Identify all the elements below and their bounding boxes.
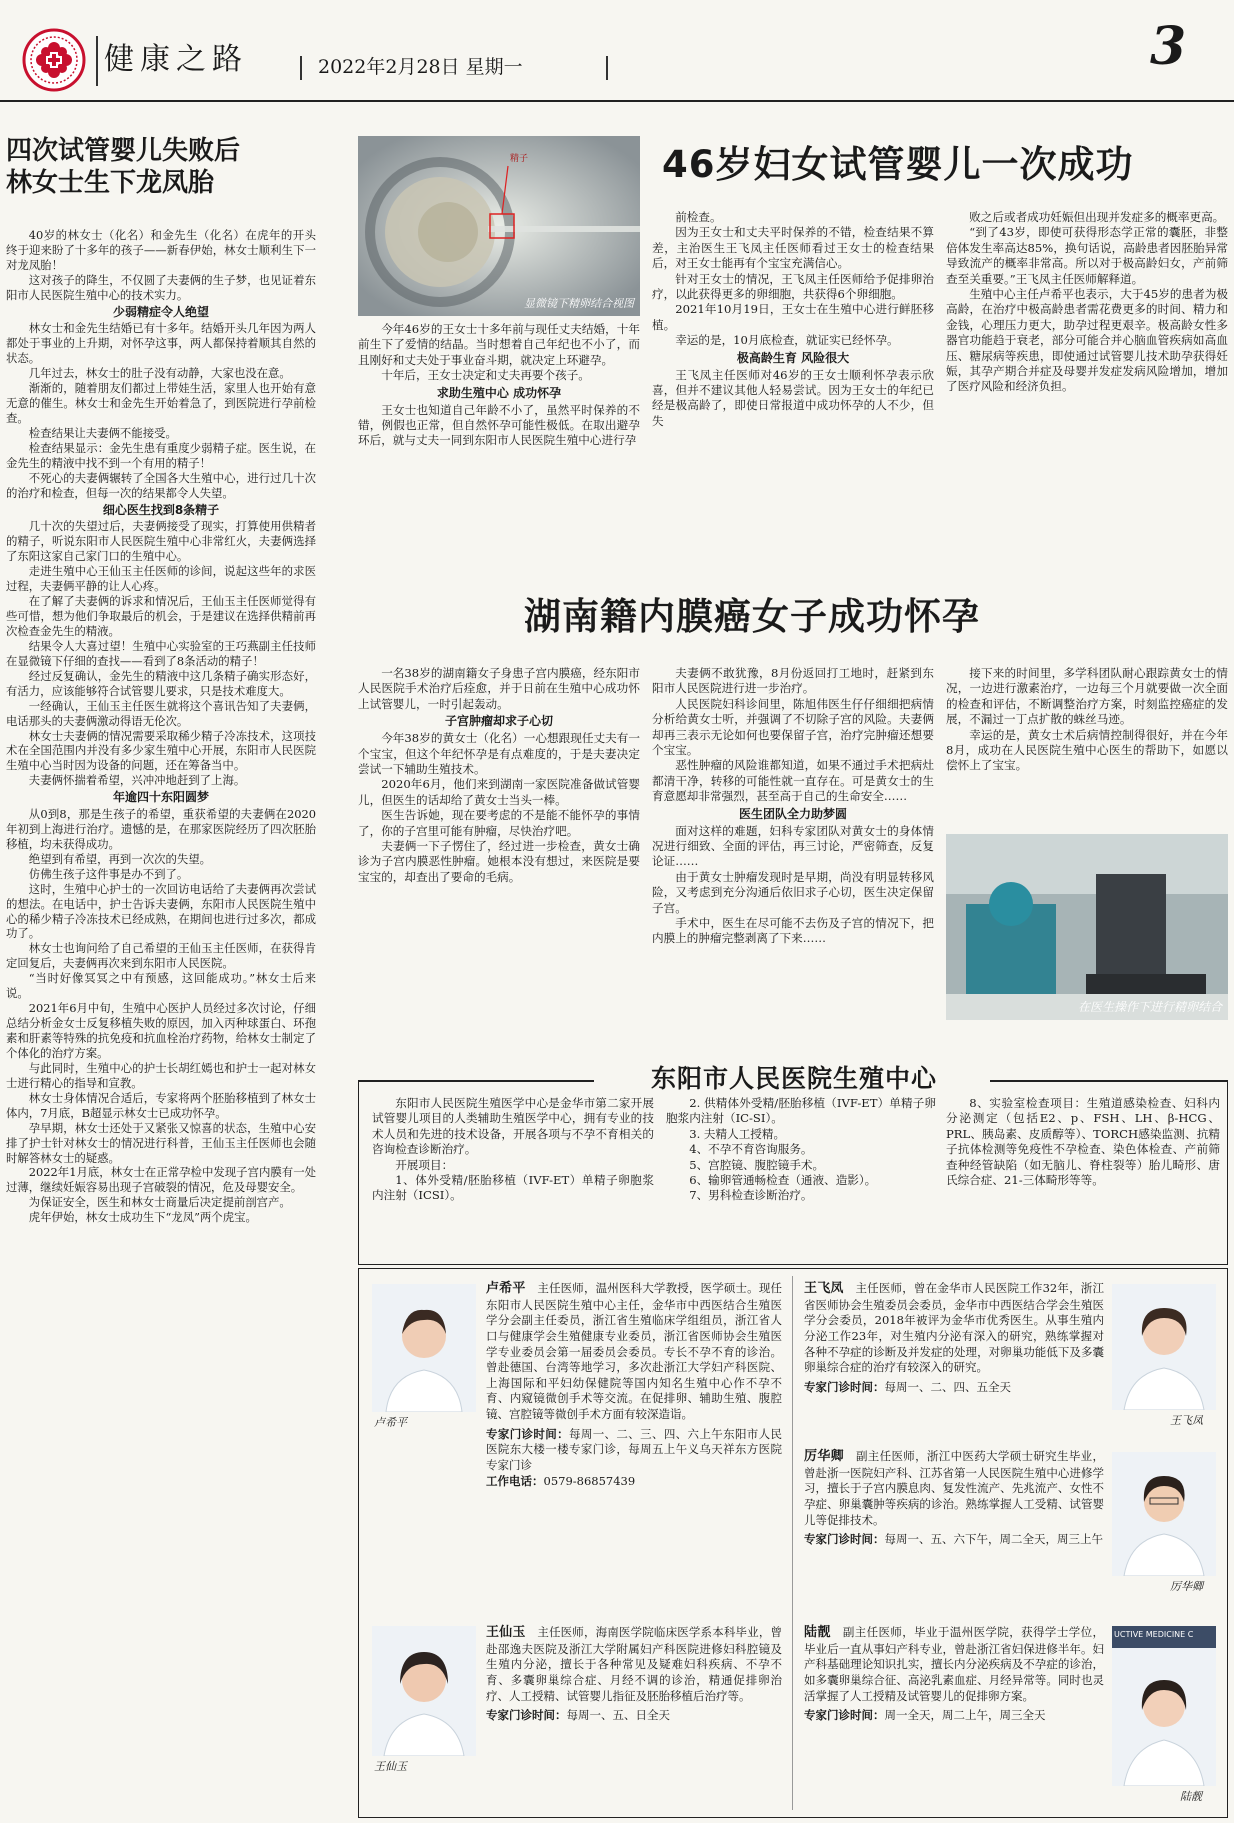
subheading: 细心医生找到8条精子 bbox=[102, 502, 220, 517]
paragraph: 林女士和金先生结婚已有十多年。结婚开头几年因为两人都处于事业的上升期，对怀孕这事，两人都保持着顺其自然的状态。 bbox=[6, 321, 316, 366]
section-title: 健康之路 bbox=[104, 42, 248, 77]
paragraph: 从0到8，那是生孩子的希望，重获希望的夫妻俩在2020年初到上海进行治疗。遗憾的是，在那家医院经历了四次胚胎移植，均未获得成功。 bbox=[6, 806, 316, 851]
paragraph: 这对孩子的降生，不仅圆了夫妻俩的生子梦，也见证着东阳市人民医院生殖中心的技术实力。 bbox=[6, 272, 316, 302]
paragraph: 绝望到有希望，再到一次次的失望。 bbox=[28, 851, 212, 866]
doctor-profile-lu-liang bbox=[804, 1624, 1104, 1724]
hours-label: 专家门诊时间： bbox=[804, 1532, 885, 1547]
story-title-line-2: 林女士生下龙凤胎 bbox=[6, 167, 215, 198]
clinic-item: 2. 供精体外受精/胚胎移植（IVF-ET）单精子卵胞浆内注射（IC-SI）。 bbox=[666, 1096, 936, 1126]
paragraph: 前检查。 bbox=[675, 210, 722, 224]
paragraph: 与此同时，生殖中心的护士长胡红嫣也和护士一起对林女士进行精心的指导和宣教。 bbox=[6, 1060, 316, 1090]
clinic-item: 7、男科检查诊断治疗。 bbox=[689, 1188, 813, 1203]
portrait-caption: 卢希平 bbox=[374, 1416, 407, 1429]
story-title-46: 46岁妇女试管婴儿一次成功 bbox=[662, 143, 1134, 186]
doctor-name: 王飞凤 bbox=[804, 1281, 844, 1296]
clinic-item: 4、不孕不育咨询服务。 bbox=[689, 1142, 813, 1157]
paragraph: 走进生殖中心王仙玉主任医师的诊间，说起这些年的求医过程，夫妻俩平静的让人心疼。 bbox=[6, 564, 316, 594]
paragraph: 一名38岁的湖南籍女子身患子宫内膜癌，经东阳市人民医院手术治疗后痊愈，并于日前在生殖中心成功怀上试管婴儿，一时引起轰动。 bbox=[358, 666, 640, 711]
subheading: 年逾四十东阳圆梦 bbox=[112, 790, 209, 805]
paragraph: 因为王女士和丈夫平时保养的不错，检查结果不算差，主治医生王飞凤主任医师看过王女士的检查结果后，对王女士能再有个宝宝充满信心。 bbox=[652, 225, 934, 271]
portrait-lu-xiping bbox=[372, 1284, 476, 1412]
paragraph: 幸运的是，10月底检查，就证实已经怀孕。 bbox=[675, 333, 899, 348]
paragraph: 2022年1月底，林女士在正常孕检中发现子宫内膜有一处过薄，继续妊娠容易出现子宫破裂的情况，危及母婴安全。 bbox=[6, 1165, 316, 1195]
portrait-caption: 厉华卿 bbox=[1170, 1580, 1203, 1593]
clinic-item: 6、输卵管通畅检查（通液、造影）。 bbox=[689, 1173, 877, 1188]
clinic-intro-column bbox=[372, 1096, 654, 1258]
portrait-caption: 王飞凤 bbox=[1170, 1414, 1203, 1427]
paragraph: 一经确认，王仙玉主任医生就将这个喜讯告知了夫妻俩，电话那头的夫妻俩激动得语无伦次。 bbox=[6, 698, 316, 728]
masthead-bar bbox=[300, 56, 302, 80]
masthead-bar-2 bbox=[606, 56, 608, 80]
page-number: 3 bbox=[1150, 16, 1187, 77]
photo-label-sperm: 精子 bbox=[510, 154, 529, 164]
paragraph: “当时好像冥冥之中有预感，这回能成功。”林女士后来说。 bbox=[6, 971, 316, 1001]
masthead-divider bbox=[96, 36, 98, 86]
clinic-item: 3. 夫精人工授精。 bbox=[689, 1126, 786, 1141]
hunan-column-1 bbox=[358, 666, 640, 1016]
paragraph: “到了43岁，即使可获得形态学正常的囊胚，非整倍体发生率高达85%，换句话说，高龄患者因胚胎异常导致流产的概率非常高。所以对于极高龄妇女，产前筛查至关重要。”王飞凤主任医师解释道。 bbox=[946, 225, 1228, 286]
doctors-divider bbox=[792, 1276, 793, 1810]
doctor-bio: 主任医师，温州医科大学教授，医学硕士。现任东阳市人民医院生殖中心主任，金华市中西医结合生殖医学分会副主任委员，浙江省生殖临床学组组员，浙江省人口与健康学会生殖健康专业委员，浙江省医师协会生殖医学专业委员会第一届委员会委员。专长不孕不育的诊治。曾赴德国、台湾等地学习，多次赴浙江大学妇产科医院、上海国际和平妇幼保健院等国内知名生殖中心作不孕不育、内窥镜微创手术等交流。在促排卵、辅助生殖、腹腔镜、宫腔镜等微创手术方面有较深造诣。 bbox=[486, 1281, 783, 1422]
story-46-column-1 bbox=[358, 322, 640, 532]
paragraph: 败之后或者成功妊娠但出现并发症多的概率更高。 bbox=[969, 210, 1225, 224]
paragraph: 林女士也询问给了自己希望的王仙玉主任医师，在获得肯定回复后，夫妻俩再次来到东阳市人民医院。 bbox=[6, 941, 316, 971]
wall-sign: UCTIVE MEDICINE C bbox=[1114, 1630, 1194, 1639]
paragraph: 检查结果显示：金先生患有重度少弱精子症。医生说，在金先生的精液中找不到一个有用的精子！ bbox=[6, 440, 316, 470]
doctor-bio: 副主任医师，毕业于温州医学院，获得学士学位，毕业后一直从事妇产科专业，曾赴浙江省妇保进修半年。妇产科基础理论知识扎实，擅长内分泌疾病及不孕症的诊治，如多囊卵巢综合征、高泌乳素血症、月经异常等。同时也灵活掌握了人工授精及试管婴儿的促排卵方案。 bbox=[804, 1625, 1104, 1703]
doctor-profile-wang-feifeng bbox=[804, 1280, 1104, 1395]
photo-caption: 显微镜下精卵结合视图 bbox=[524, 297, 634, 311]
paragraph: 人民医院妇科诊间里，陈旭伟医生仔仔细细把病情分析给黄女士听，并强调了不切除子宫的风险。夫妻俩却再三表示无论如何也要保留子宫，治疗完肿瘤还想要个宝宝。 bbox=[652, 696, 934, 758]
clinic-item: 1、体外受精/胚胎移植（IVF-ET）单精子卵胞浆内注射（ICSI）。 bbox=[372, 1173, 654, 1203]
lab-photo bbox=[946, 834, 1228, 1020]
subheading: 子宫肿瘤却求子心切 bbox=[444, 714, 553, 729]
subheading: 医生团队全力助梦圆 bbox=[738, 806, 847, 821]
doctor-name: 卢希平 bbox=[486, 1281, 526, 1296]
clinic-hours: 每周一、二、四、五全天 bbox=[884, 1379, 1011, 1394]
story-title-hunan: 湖南籍内膜癌女子成功怀孕 bbox=[524, 595, 980, 638]
paragraph: 虎年伊始，林女士成功生下“龙凤”两个虎宝。 bbox=[28, 1210, 257, 1225]
paragraph: 林女士夫妻俩的情况需要采取稀少精子冷冻技术，这项技术在全国范围内并没有多少家生殖中心开展，东阳市人民医院生殖中心当时因为设备的问题，还在筹备当中。 bbox=[6, 728, 316, 773]
paragraph: 手术中，医生在尽可能不去伤及子宫的情况下，把内膜上的肿瘤完整剥离了下来…… bbox=[652, 916, 934, 946]
hours-label: 专家门诊时间： bbox=[804, 1379, 885, 1394]
hunan-column-2 bbox=[652, 666, 934, 1016]
paragraph: 这时，生殖中心护士的一次回访电话给了夫妻俩再次尝试的想法。在电话中，护士告诉夫妻俩，东阳市人民医院生殖中心的稀少精子冷冻技术已经成熟，在期间也进行过多次，都成功了。 bbox=[6, 881, 316, 941]
clinic-lab-column bbox=[946, 1096, 1220, 1258]
masthead bbox=[0, 0, 1234, 110]
hunan-column-3 bbox=[946, 666, 1228, 836]
doctor-name: 厉华卿 bbox=[804, 1449, 844, 1464]
doctor-bio: 副主任医师，浙江中医药大学硕士研究生毕业，曾赴浙一医院妇产科、江苏省第一人民医院生殖中心进修学习，擅长于子宫内膜息肉、复发性流产、先兆流产、女性不孕症、卵巢囊肿等疾病的诊治。熟练掌握人工受精、试管婴儿等促排技术。 bbox=[804, 1449, 1104, 1527]
paragraph: 仿佛生孩子这件事是办不到了。 bbox=[28, 866, 189, 881]
paragraph: 幸运的是，黄女士术后病情控制得很好，并在今年8月，成功在人民医院生殖中心医生的帮助下，如愿以偿怀上了宝宝。 bbox=[946, 727, 1228, 773]
portrait-caption: 陆靓 bbox=[1180, 1790, 1202, 1803]
hospital-logo bbox=[22, 28, 86, 92]
paragraph: 今年38岁的黄女士（化名）一心想跟现任丈夫有一个宝宝，但这个年纪怀孕是有点难度的，于是夫妻决定尝试一下辅助生殖技术。 bbox=[358, 731, 640, 776]
story-46-column-3 bbox=[946, 210, 1228, 532]
paragraph: 孕早期，林女士还处于又紧张又惊喜的状态，生殖中心安排了护士针对林女士的情况进行科普，王仙玉主任医师也会随时解答林女士的疑惑。 bbox=[6, 1120, 316, 1165]
paragraph: 2021年10月19日，王女士在生殖中心进行鲜胚移植。 bbox=[652, 302, 934, 332]
paragraph: 王女士也知道自己年龄不小了，虽然平时保养的不错，例假也正常，但自然怀孕可能性极低。在取出避孕环后，就与丈夫一同到东阳市人民医院生殖中心进行孕 bbox=[358, 402, 640, 448]
paragraph: 今年46岁的王女士十多年前与现任丈夫结婚，十年前生下了爱情的结晶。当时想着自己年纪也不小了，而且刚好和丈夫处于事业奋斗期，就决定上环避孕。 bbox=[358, 322, 640, 367]
subheading: 少弱精症令人绝望 bbox=[112, 304, 209, 319]
hours-label: 专家门诊时间： bbox=[804, 1708, 885, 1723]
paragraph: 为保证安全，医生和林女士商量后决定提前剖宫产。 bbox=[28, 1195, 291, 1210]
clinic-hours: 周一全天，周二上午，周三全天 bbox=[884, 1708, 1046, 1723]
portrait-wang-xianyu bbox=[372, 1626, 476, 1756]
doctor-profile-wang-xianyu bbox=[486, 1624, 782, 1724]
clinic-intro: 东阳市人民医院生殖医学中心是金华市第二家开展试管婴儿项目的人类辅助生殖医学中心，拥有专业的技术人员和先进的技术设备，开展各项与不孕不育相关的咨询检查诊断治疗。 bbox=[372, 1096, 654, 1157]
paragraph: 40岁的林女士（化名）和金先生（化名）在虎年的开头终于迎来盼了十多年的孩子——新春伊始，林女士顺利生下一对龙凤胎！ bbox=[6, 228, 316, 272]
portrait-wang-feifeng bbox=[1112, 1284, 1216, 1410]
paragraph: 恶性肿瘤的风险谁都知道，如果不通过手术把病灶都清干净，转移的可能性就一直存在。可是黄女士的生育意愿却非常强烈，甚至高于自己的生命安全…… bbox=[652, 758, 934, 804]
clinic-item: 5、宫腔镜、腹腔镜手术。 bbox=[689, 1157, 825, 1172]
paragraph: 2020年6月，他们来到湖南一家医院准备做试管婴儿，但医生的话却给了黄女士当头一棒。 bbox=[358, 777, 640, 807]
doctor-profile-li-huaqing bbox=[804, 1448, 1104, 1548]
paragraph: 夫妻俩一下子愣住了，经过进一步检查，黄女士确诊为子宫内膜恶性肿瘤。她根本没有想过，来医院是要宝宝的，却查出了要命的毛病。 bbox=[358, 839, 640, 884]
paragraph: 由于黄女士肿瘤发现时是早期，尚没有明显转移风险，又考虑到充分沟通后依旧求子心切，医生决定保留子宫。 bbox=[652, 869, 934, 915]
story-title-line-1: 四次试管婴儿失败后 bbox=[6, 136, 241, 166]
clinic-hours: 每周一、五、六下午，周二全天，周三上午 bbox=[884, 1532, 1103, 1547]
doctor-name: 陆靓 bbox=[804, 1625, 831, 1640]
clinic-hours: 每周一、五、日全天 bbox=[566, 1708, 670, 1723]
portrait-li-huaqing bbox=[1112, 1452, 1216, 1576]
paragraph: 林女士身体情况合适后，专家将两个胚胎移植到了林女士体内，7月底，B超显示林女士已成功怀孕。 bbox=[6, 1090, 316, 1120]
clinic-hours: 每周一、二、三、四、六上午东阳市人民医院东大楼一楼专家门诊，每周五上午义乌天祥东方医院专家门诊 bbox=[486, 1426, 783, 1472]
issue-date: 2022年2月28日 星期一 bbox=[318, 56, 523, 78]
paragraph: 2021年6月中旬，生殖中心医护人员经过多次讨论，仔细总结分析金女士反复移植失败的原因，加入丙种球蛋白、环孢素和肝素等特殊的抗免疫和抗血栓治疗药物，给林女士制定了个体化的治疗方案。 bbox=[6, 1001, 316, 1060]
doctor-bio: 主任医师，海南医学院临床医学系本科毕业，曾赴邵逸夫医院及浙江大学附属妇产科医院进修妇科腔镜及生殖内分泌，擅长于各种常见及疑难妇科疾病、不孕不育、多囊卵巢综合症、月经不调的诊治，精通促排卵治疗、人工授精、试管婴儿指征及胚胎移植后治疗等。 bbox=[486, 1625, 783, 1703]
clinic-item: 8、实验室检查项目：生殖道感染检查、妇科内分泌测定（包括E2、p、FSH、LH、β-HCG、PRL、胰岛素、皮质醇等）、TORCH感染监测、抗精子抗体检测等免疫性不孕检查、染色体检查、产前筛查种经管缺陷（如无脑儿、脊柱裂等）胎儿畸形、唐氏综合症、21-三体畸形等等。 bbox=[946, 1096, 1220, 1188]
microscope-photo bbox=[358, 136, 640, 316]
paragraph: 在了解了夫妻俩的诉求和情况后，王仙玉主任医师觉得有些可惜，想为他们争取最后的机会，于是建议在选择供精前再次检查金先生的精液。 bbox=[6, 594, 316, 638]
doctor-profile-lu-xiping bbox=[486, 1280, 782, 1489]
paragraph: 检查结果让夫妻俩不能接受。 bbox=[28, 425, 177, 440]
paragraph: 十年后，王女士决定和丈夫再要个孩子。 bbox=[381, 368, 590, 383]
paragraph: 针对王女士的情况，王飞凤主任医师给予促排卵治疗，以此获得更多的卵细胞，共获得6个卵细胞。 bbox=[652, 271, 934, 302]
doctor-name: 王仙玉 bbox=[486, 1625, 526, 1640]
paragraph: 夫妻俩怀揣着希望，兴冲冲地赶到了上海。 bbox=[28, 773, 246, 788]
portrait-caption: 王仙玉 bbox=[374, 1760, 407, 1773]
work-phone: 0579-86857439 bbox=[543, 1473, 636, 1488]
paragraph: 夫妻俩不敢犹豫，8月份返回打工地时，赶紧到东阳市人民医院进行进一步治疗。 bbox=[652, 666, 934, 696]
header-rule bbox=[0, 100, 1234, 102]
photo-caption: 在医生操作下进行精卵结合 bbox=[1077, 1000, 1222, 1015]
paragraph: 面对这样的难题，妇科专家团队对黄女士的身体情况进行细致、全面的评估，再三讨论，严密筛查，反复论证…… bbox=[652, 823, 934, 869]
paragraph: 几年过去，林女士的肚子没有动静，大家也没在意。 bbox=[28, 366, 291, 381]
paragraph: 接下来的时间里，多学科团队耐心跟踪黄女士的情况，一边进行激素治疗，一边每三个月就要做一次全面的检查和评估，不断调整治疗方案，时刻监控癌症的发展，不漏过一丁点扩散的蛛丝马迹。 bbox=[946, 666, 1228, 727]
doctor-bio: 主任医师，曾在金华市人民医院工作32年，浙江省医师协会生殖委员会委员，金华市中西医结合学会生殖医学分会委员，2018年被评为金华市优秀医生。从事生殖内分泌工作23年，对生殖内分泌有深入的研究，熟练掌握对各种不孕症的诊断及并发症的处理，对卵巢功能低下及多囊卵巢综合症的治疗有较深入的研究。 bbox=[804, 1281, 1104, 1375]
portrait-lu-liang bbox=[1112, 1626, 1216, 1786]
paragraph: 不死心的夫妻俩辗转了全国各大生殖中心，进行过几十次的治疗和检查，但每一次的结果都令人失望。 bbox=[6, 470, 316, 500]
story-body-ivf-twins bbox=[6, 228, 316, 1818]
clinic-items-column bbox=[666, 1096, 936, 1258]
hours-label: 专家门诊时间： bbox=[486, 1426, 569, 1441]
paragraph: 结果令人大喜过望！生殖中心实验室的王巧燕副主任技师在显微镜下仔细的查找——看到了8条活动的精子！ bbox=[6, 638, 316, 668]
clinic-items-label: 开展项目： bbox=[395, 1157, 454, 1172]
clinic-title: 东阳市人民医院生殖中心 bbox=[650, 1064, 937, 1093]
paragraph: 生殖中心主任卢希平也表示，大于45岁的患者为极高龄，在治疗中极高龄患者需花费更多的时间、精力和金钱，心理压力更大，助孕过程更艰辛。极高龄女性多器官功能趋于衰老，部分可能合并心脑血管疾病如高血压、糖尿病等疾患，即使通过试管婴儿技术助孕获得妊娠，其孕产期合并症及母婴并发症发病风险增加，增加了医疗风险和经济负担。 bbox=[946, 287, 1228, 394]
paragraph: 几十次的失望过后，夫妻俩接受了现实，打算使用供精者的精子，听说东阳市人民医院生殖中心非常红火，夫妻俩选择了东阳这家自己家门口的生殖中心。 bbox=[6, 519, 316, 564]
subheading: 求助生殖中心 成功怀孕 bbox=[436, 385, 562, 400]
paragraph: 渐渐的，随着朋友们都过上带娃生活，家里人也开始有意无意的催生。林女士和金先生开始着急了，到医院进行孕前检查。 bbox=[6, 381, 316, 426]
paragraph: 经过反复确认，金先生的精液中这几条精子确实形态好，有活力，应该能够符合试管婴儿要求，只是技术难度大。 bbox=[6, 668, 316, 698]
paragraph: 王飞凤主任医师对46岁的王女士顺利怀孕表示欣喜，但并不建议其他人轻易尝试。因为王女士的年纪已经是极高龄了，即使日常报道中成功怀孕的人不少，但失 bbox=[652, 367, 934, 428]
story-title-ivf-twins bbox=[6, 136, 346, 199]
subheading: 极高龄生育 风险很大 bbox=[736, 350, 850, 365]
hours-label: 专家门诊时间： bbox=[486, 1708, 567, 1723]
phone-label: 工作电话： bbox=[486, 1473, 544, 1488]
paragraph: 医生告诉她，现在要考虑的不是能不能怀孕的事情了，你的子宫里可能有肿瘤，尽快治疗吧。 bbox=[358, 808, 640, 838]
story-46-column-2 bbox=[652, 210, 934, 532]
